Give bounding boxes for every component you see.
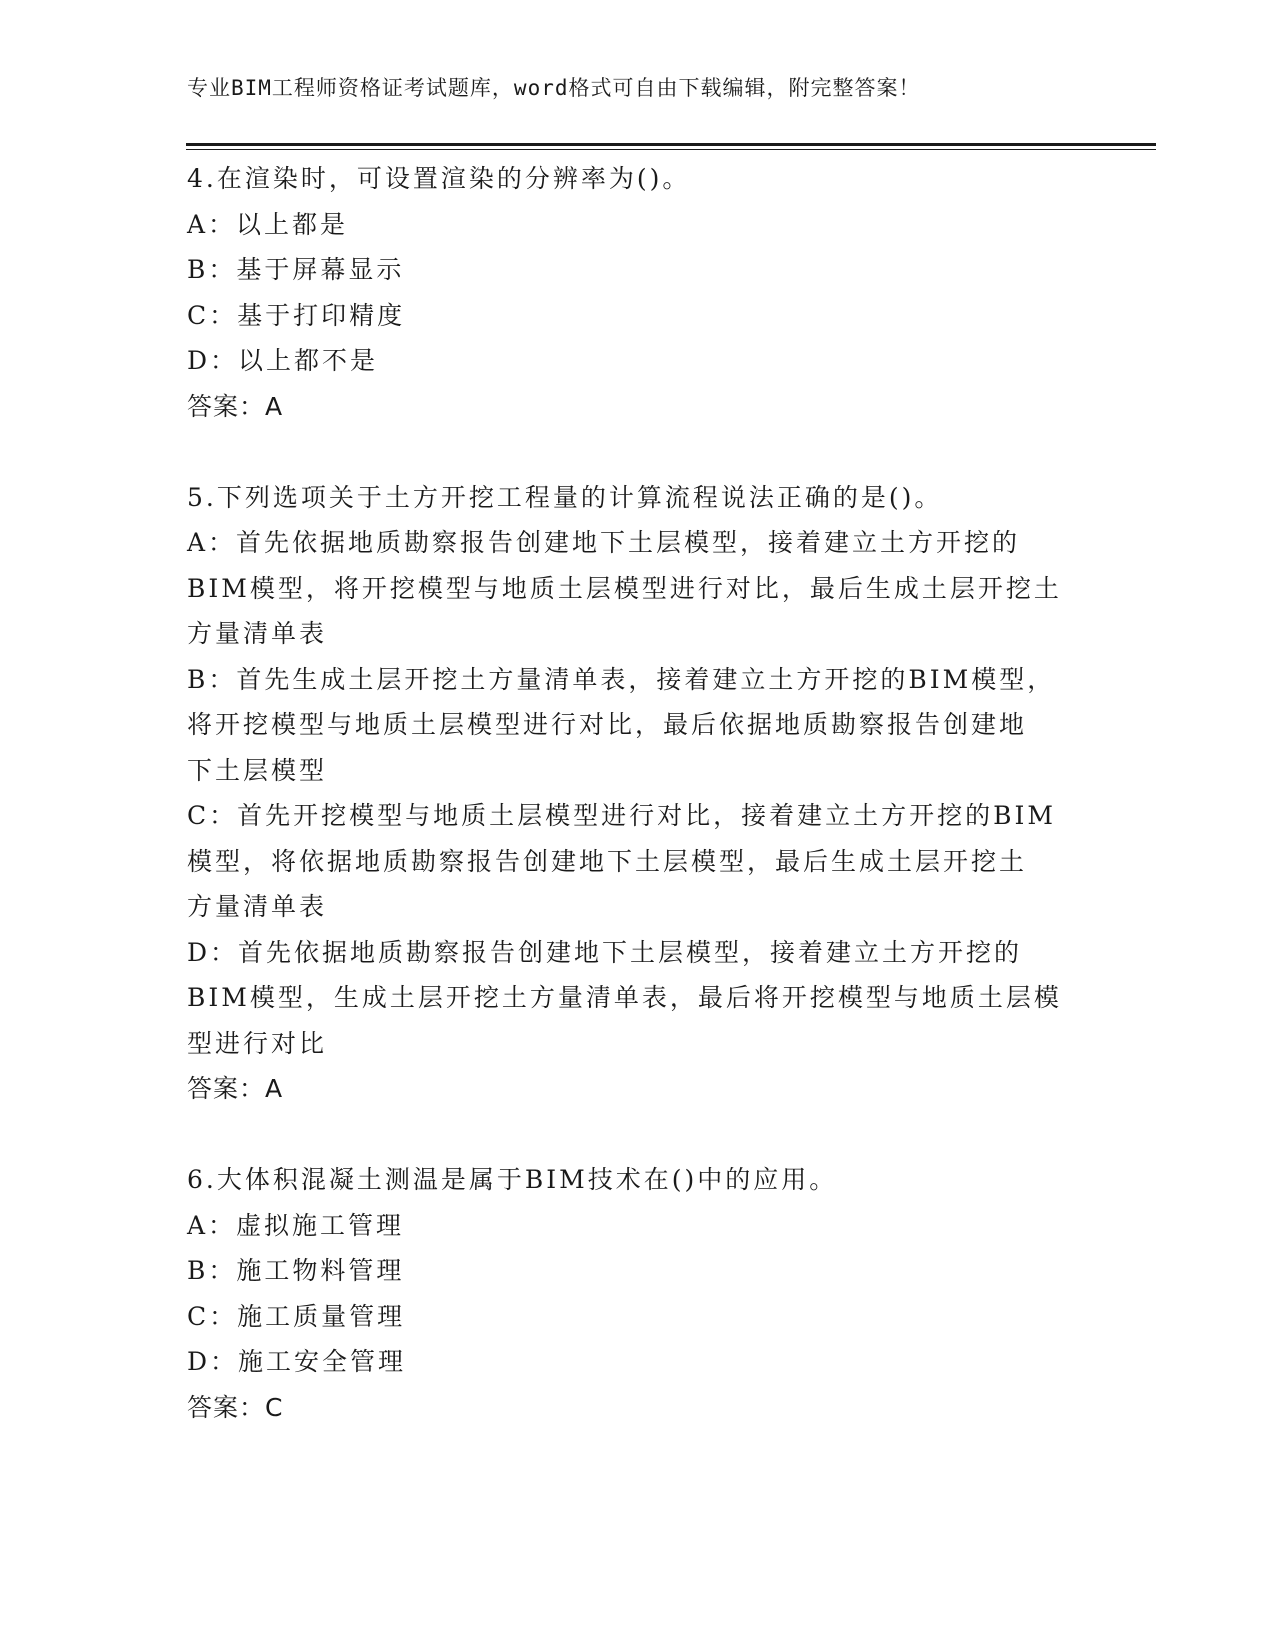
answer: 答案：C xyxy=(187,1392,284,1422)
option-c: C：基于打印精度 xyxy=(187,300,406,330)
option-b-line-1: B：首先生成土层开挖土方量清单表，接着建立土方开挖的BIM模型， xyxy=(187,664,1056,694)
option-c-line-1: C：首先开挖模型与地质土层模型进行对比，接着建立土方开挖的BIM xyxy=(187,801,1056,830)
page-header: 专业BIM工程师资格证考试题库，word格式可自由下载编辑，附完整答案！ xyxy=(187,76,921,100)
option-a: A：虚拟施工管理 xyxy=(187,1210,405,1240)
option-c: C：施工质量管理 xyxy=(187,1301,406,1331)
option-b-line-3: 下土层模型 xyxy=(187,755,328,785)
option-c-line-2: 模型，将依据地质勘察报告创建地下土层模型，最后生成土层开挖土 xyxy=(187,846,1028,876)
option-a-line-2: BIM模型，将开挖模型与地质土层模型进行对比，最后生成土层开挖土 xyxy=(187,573,1062,603)
question-stem: 5.下列选项关于土方开挖工程量的计算流程说法正确的是()。 xyxy=(187,482,943,512)
header-rule-thin xyxy=(186,149,1156,150)
question-stem: 4.在渲染时，可设置渲染的分辨率为()。 xyxy=(187,164,691,193)
question-5 xyxy=(187,475,1087,1112)
option-d-line-2: BIM模型，生成土层开挖土方量清单表，最后将开挖模型与地质土层模 xyxy=(187,983,1062,1012)
answer: 答案：A xyxy=(187,391,284,421)
option-a-line-3: 方量清单表 xyxy=(187,619,328,648)
option-d: D：施工安全管理 xyxy=(187,1347,407,1376)
answer: 答案：A xyxy=(187,1074,284,1103)
option-a xyxy=(187,520,1087,657)
question-6 xyxy=(187,1157,1087,1430)
question-stem: 6.大体积混凝土测温是属于BIM技术在()中的应用。 xyxy=(187,1165,838,1194)
option-a: A：以上都是 xyxy=(187,209,349,239)
option-c-line-3: 方量清单表 xyxy=(187,892,328,921)
option-d-line-3: 型进行对比 xyxy=(187,1028,328,1058)
option-d: D：以上都不是 xyxy=(187,346,379,375)
option-c xyxy=(187,793,1087,930)
question-list xyxy=(187,156,1087,1430)
option-b xyxy=(187,657,1087,794)
question-4 xyxy=(187,156,1087,429)
option-d-line-1: D：首先依据地质勘察报告创建地下土层模型，接着建立土方开挖的 xyxy=(187,937,1023,967)
option-b: B：基于屏幕显示 xyxy=(187,255,405,284)
option-b: B：施工物料管理 xyxy=(187,1256,405,1285)
option-b-line-2: 将开挖模型与地质土层模型进行对比，最后依据地质勘察报告创建地 xyxy=(187,710,1028,739)
header-rule-thick xyxy=(186,143,1156,146)
option-a-line-1: A：首先依据地质勘察报告创建地下土层模型，接着建立土方开挖的 xyxy=(187,528,1021,557)
option-d xyxy=(187,930,1087,1067)
